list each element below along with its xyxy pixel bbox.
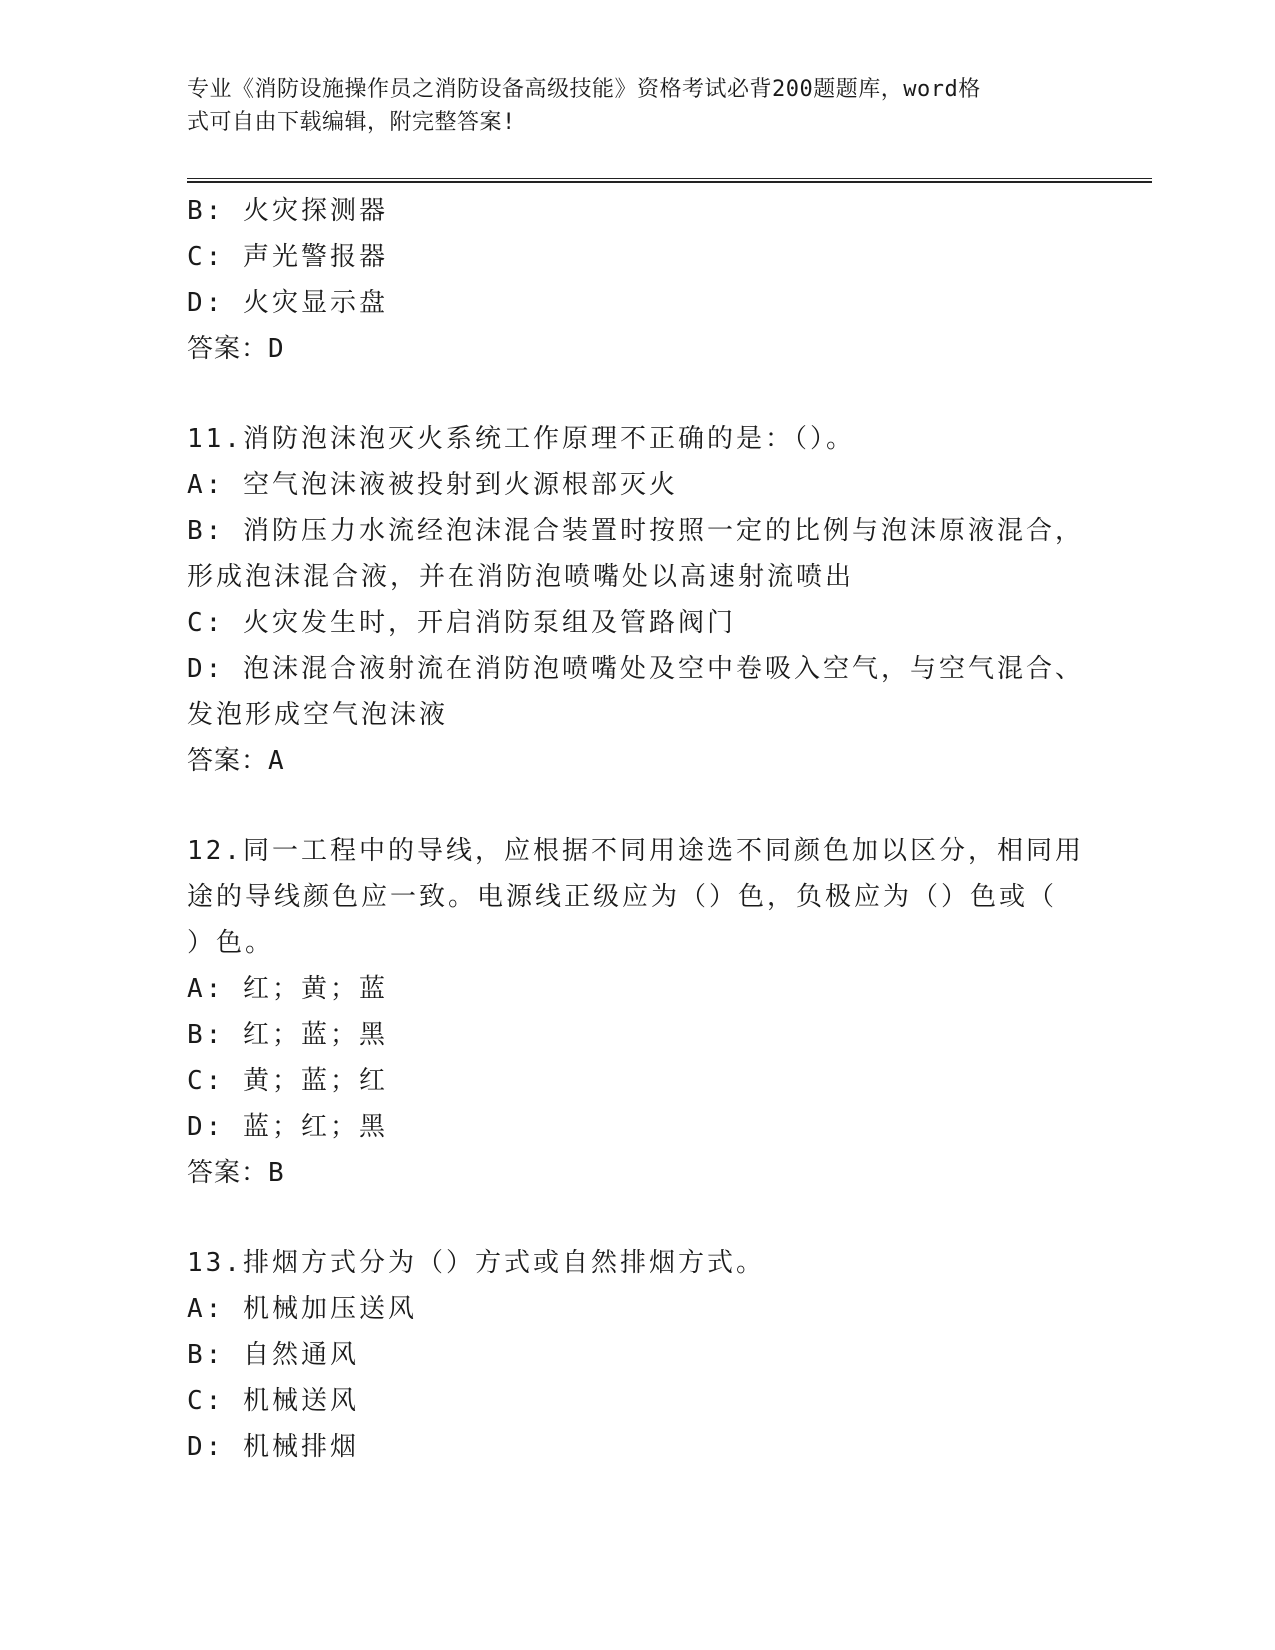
option-d: D: 机械排烟 <box>187 1432 359 1462</box>
option-c: C: 机械送风 <box>187 1386 359 1416</box>
question-13 <box>187 1240 1087 1470</box>
option-d: D: 泡沫混合液射流在消防泡喷嘴处及空中卷吸入空气，与空气混合、 <box>187 654 1084 684</box>
option-c: C: 火灾发生时，开启消防泵组及管路阀门 <box>187 608 736 638</box>
spacer <box>187 372 1087 416</box>
option-a: A: 红；黄；蓝 <box>187 974 388 1004</box>
option-d: D: 火灾显示盘 <box>187 288 388 318</box>
question-list <box>187 188 1087 1470</box>
header-divider-thick <box>187 181 1152 183</box>
option-b: B: 红；蓝；黑 <box>187 1020 388 1050</box>
question-11 <box>187 416 1087 784</box>
option-b: B: 火灾探测器 <box>187 196 388 226</box>
option-c: C: 声光警报器 <box>187 242 388 272</box>
spacer <box>187 784 1087 828</box>
document-header <box>187 73 1067 139</box>
header-title-line-2: 式可自由下载编辑，附完整答案! <box>187 110 516 135</box>
option-b: B: 消防压力水流经泡沫混合装置时按照一定的比例与泡沫原液混合， <box>187 516 1084 546</box>
answer-line: 答案：D <box>187 334 285 364</box>
question-text: 13.排烟方式分为（）方式或自然排烟方式。 <box>187 1248 765 1278</box>
answer-line: 答案：A <box>187 746 285 776</box>
spacer <box>187 1196 1087 1240</box>
header-divider-thin <box>187 178 1152 179</box>
answer-line: 答案：B <box>187 1158 285 1188</box>
option-d: D: 蓝；红；黑 <box>187 1112 388 1142</box>
option-a: A: 机械加压送风 <box>187 1294 417 1324</box>
question-text-continued: ）色。 <box>187 928 275 958</box>
question-text-continued: 途的导线颜色应一致。电源线正级应为（）色，负极应为（）色或（ <box>187 882 1058 912</box>
question-10 <box>187 188 1087 372</box>
question-text: 11.消防泡沫泡灭火系统工作原理不正确的是：（）。 <box>187 424 855 454</box>
option-b: B: 自然通风 <box>187 1340 359 1370</box>
option-c: C: 黄；蓝；红 <box>187 1066 388 1096</box>
question-text: 12.同一工程中的导线，应根据不同用途选不同颜色加以区分，相同用 <box>187 836 1084 866</box>
option-b-continued: 形成泡沫混合液，并在消防泡喷嘴处以高速射流喷出 <box>187 562 855 592</box>
option-d-continued: 发泡形成空气泡沫液 <box>187 700 449 730</box>
header-title-line-1: 专业《消防设施操作员之消防设备高级技能》资格考试必背200题题库，word格 <box>187 77 981 102</box>
option-a: A: 空气泡沫液被投射到火源根部灭火 <box>187 470 678 500</box>
question-12 <box>187 828 1087 1196</box>
